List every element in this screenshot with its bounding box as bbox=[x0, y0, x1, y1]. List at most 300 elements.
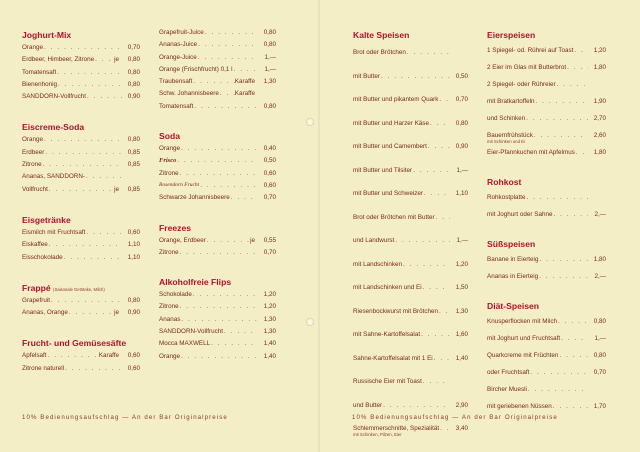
section-heading: Eisgetränke bbox=[22, 214, 71, 225]
menu-item bbox=[487, 116, 606, 133]
dot-leader bbox=[180, 317, 258, 323]
dot-leader bbox=[47, 353, 99, 359]
item-price: 1,— bbox=[264, 53, 276, 61]
item-price: 0,60 bbox=[127, 228, 140, 236]
menu-section bbox=[487, 301, 606, 421]
item-unit: Karaffe bbox=[234, 90, 255, 98]
item-price: 0,80 bbox=[127, 68, 140, 76]
item-name: und Butter bbox=[353, 401, 383, 409]
item-price: 1,30 bbox=[263, 328, 276, 336]
item-unit: je bbox=[114, 56, 119, 64]
menu-item bbox=[353, 238, 468, 262]
item-price: 0,80 bbox=[263, 29, 276, 36]
dot-leader bbox=[427, 144, 450, 150]
menu-section bbox=[22, 122, 140, 198]
menu-item bbox=[22, 137, 140, 149]
dot-leader bbox=[529, 370, 588, 376]
item-price: 1,30 bbox=[263, 78, 276, 86]
item-name: Ananas, SANDDORN- bbox=[22, 173, 85, 181]
item-price: 1,70 bbox=[593, 403, 606, 410]
dot-leader bbox=[179, 171, 258, 177]
section-note: (Saisonale Getränke, Milch) bbox=[53, 286, 105, 292]
menu-item bbox=[159, 91, 276, 103]
dot-leader bbox=[44, 150, 122, 156]
dot-leader bbox=[57, 82, 122, 88]
item-name: Grapefruit-Juice bbox=[159, 29, 204, 36]
section-heading: Kalte Speisen bbox=[353, 30, 410, 40]
item-name: Brot oder Brötchen bbox=[353, 49, 406, 56]
dot-leader bbox=[538, 274, 588, 280]
menu-item bbox=[22, 353, 140, 365]
dot-leader bbox=[176, 158, 258, 164]
item-price: 0,85 bbox=[127, 185, 140, 193]
dot-leader bbox=[526, 195, 588, 201]
item-name: Orange (Frischfrucht) 0,1 l bbox=[159, 65, 233, 73]
item-unit: Karaffe bbox=[98, 352, 119, 360]
menu-item bbox=[487, 48, 606, 65]
section-heading: Rohkost bbox=[487, 177, 522, 187]
menu-item bbox=[22, 310, 140, 322]
dot-leader bbox=[63, 255, 122, 261]
left-page-column-1 bbox=[22, 30, 140, 378]
item-price: 0,70 bbox=[127, 44, 140, 51]
menu-item bbox=[22, 187, 140, 199]
item-name: Erdbeer bbox=[22, 148, 45, 156]
item-name: Schwarze Johannisbeere bbox=[159, 194, 230, 202]
dot-leader bbox=[394, 238, 450, 244]
item-name: Erdbeer, Himbeer, Zitrone bbox=[22, 56, 95, 64]
dot-leader bbox=[197, 55, 258, 61]
item-name: Knusperflocken mit Milch bbox=[487, 318, 557, 325]
dot-leader bbox=[552, 404, 588, 410]
dot-leader bbox=[527, 387, 588, 393]
menu-section bbox=[487, 239, 606, 291]
item-price: 1,40 bbox=[263, 340, 276, 348]
dot-leader bbox=[192, 79, 234, 85]
item-name: Zitrone bbox=[159, 248, 179, 256]
item-price: 0,85 bbox=[127, 161, 140, 169]
left-page-footer: 10% Bedienungsaufschlag — An der Bar Originalpreise bbox=[22, 414, 228, 421]
item-price: 1,40 bbox=[263, 352, 276, 360]
dot-leader bbox=[438, 97, 450, 103]
dot-leader bbox=[86, 94, 122, 100]
item-unit: je bbox=[114, 185, 119, 193]
dot-leader bbox=[223, 329, 258, 335]
dot-leader bbox=[412, 168, 450, 174]
item-price: 0,60 bbox=[263, 181, 276, 189]
dot-leader bbox=[204, 30, 258, 36]
menu-item bbox=[353, 332, 468, 356]
dot-leader bbox=[230, 195, 258, 201]
item-price: 1,50 bbox=[455, 284, 468, 291]
item-name: oder Fruchtsaft bbox=[487, 369, 530, 376]
section-heading: Freezes bbox=[159, 222, 192, 233]
menu-item bbox=[159, 250, 276, 262]
section-heading: Frappé (Saisonale Getränke, Milch) bbox=[22, 282, 105, 293]
item-price: 1,20 bbox=[263, 291, 276, 299]
menu-item bbox=[159, 42, 276, 54]
right-page-column-2 bbox=[487, 30, 606, 431]
menu-item bbox=[353, 379, 468, 403]
menu-item bbox=[22, 366, 140, 378]
item-name: Orange bbox=[159, 145, 181, 153]
item-name: 2 Spiegel- oder Rühreier bbox=[487, 81, 556, 88]
item-price: 2,— bbox=[594, 273, 606, 280]
menu-section bbox=[22, 215, 140, 267]
dot-leader bbox=[538, 257, 588, 263]
menu-section bbox=[159, 223, 276, 263]
page-fold bbox=[318, 0, 320, 452]
item-price: 1,30 bbox=[455, 307, 468, 315]
item-name: und Landwurst bbox=[353, 237, 395, 244]
menu-item bbox=[353, 144, 468, 168]
menu-item bbox=[353, 74, 468, 98]
item-price: 1,80 bbox=[593, 256, 606, 263]
dot-leader bbox=[85, 174, 122, 180]
dot-leader bbox=[210, 341, 258, 347]
item-unit: je bbox=[114, 309, 119, 317]
item-price: 0,50 bbox=[455, 72, 468, 80]
menu-item bbox=[487, 195, 606, 212]
dot-leader bbox=[179, 304, 258, 310]
item-price: 0,90 bbox=[127, 309, 140, 317]
dot-leader bbox=[560, 336, 588, 342]
dot-leader bbox=[406, 50, 450, 56]
item-price: 1,80 bbox=[593, 149, 606, 156]
item-name: Ananas in Eierteig bbox=[487, 273, 539, 280]
punch-hole bbox=[306, 318, 314, 326]
dot-leader bbox=[48, 242, 122, 248]
menu-section bbox=[159, 30, 276, 116]
item-name: Zitrone naturell bbox=[22, 364, 64, 372]
dot-leader bbox=[402, 262, 450, 268]
dot-leader bbox=[438, 309, 450, 315]
item-price: 0,60 bbox=[127, 364, 140, 372]
item-price: 0,60 bbox=[127, 352, 140, 360]
item-price: 0,55 bbox=[263, 236, 276, 244]
item-price: 1,30 bbox=[263, 315, 276, 323]
dot-leader bbox=[556, 82, 588, 88]
item-price: 0,70 bbox=[263, 248, 276, 256]
item-name: Vollfrucht bbox=[22, 185, 48, 193]
item-name: Quarkcreme mit Früchten bbox=[487, 352, 559, 359]
item-name: mit Butter und Camembert bbox=[353, 143, 427, 150]
menu-item bbox=[487, 257, 606, 274]
item-name: mit Landschinken bbox=[353, 260, 403, 268]
dot-leader bbox=[43, 45, 122, 51]
section-heading: Soda bbox=[159, 131, 181, 142]
item-unit: Karaffe bbox=[234, 78, 255, 86]
dot-leader bbox=[197, 42, 258, 48]
section-heading: Alkoholfreie Flips bbox=[159, 277, 232, 288]
item-price: 0,80 bbox=[593, 318, 606, 325]
dot-leader bbox=[534, 99, 588, 105]
section-heading: Süßspeisen bbox=[487, 239, 536, 249]
dot-leader bbox=[179, 250, 258, 256]
dot-leader bbox=[566, 65, 588, 71]
item-name: Bircher Muesli bbox=[487, 386, 527, 393]
item-price: 2,60 bbox=[593, 132, 606, 139]
menu-item bbox=[487, 133, 606, 150]
item-price: 2,90 bbox=[455, 401, 468, 409]
item-name: Banane in Eierteig bbox=[487, 256, 539, 263]
item-price: 1,10 bbox=[455, 190, 468, 197]
dot-leader bbox=[433, 356, 450, 362]
item-name: mit Bratkartoffeln bbox=[487, 98, 535, 105]
item-price: 3,40 bbox=[455, 425, 468, 432]
menu-item bbox=[353, 50, 468, 74]
item-name: Traubensaft bbox=[159, 78, 193, 86]
item-name: Riesenbockwurst mit Brötchen bbox=[353, 307, 439, 315]
item-name: Eiskaffee bbox=[22, 241, 48, 249]
menu-item bbox=[353, 191, 468, 215]
item-name: Orange-Juice bbox=[159, 53, 197, 61]
item-price: 1,— bbox=[456, 237, 468, 244]
menu-item bbox=[487, 82, 606, 99]
item-name: Schw. Johannisbeere bbox=[159, 90, 219, 98]
item-name: Sahne-Kartoffelsalat mit 1 Ei bbox=[353, 354, 433, 362]
dot-leader bbox=[180, 354, 258, 360]
dot-leader bbox=[233, 67, 259, 73]
dot-leader bbox=[439, 426, 450, 432]
dot-leader bbox=[68, 310, 114, 316]
item-name: mit Butter und Tilsiter bbox=[353, 166, 413, 174]
item-name: Rohkostplatte bbox=[487, 194, 526, 201]
item-price: 0,90 bbox=[127, 93, 140, 101]
dot-leader bbox=[380, 74, 450, 80]
item-name: Eismilch mit Fruchtsaft bbox=[22, 228, 86, 236]
menu-section bbox=[487, 177, 606, 229]
dot-leader bbox=[64, 366, 122, 372]
item-price: 0,80 bbox=[455, 119, 468, 127]
dot-leader bbox=[193, 104, 258, 110]
menu-item bbox=[22, 94, 140, 106]
item-name: Zitrone bbox=[159, 303, 179, 311]
item-name: Frisco bbox=[159, 157, 177, 165]
item-price: 1,— bbox=[456, 166, 468, 174]
dot-leader bbox=[42, 162, 122, 168]
menu-item bbox=[159, 104, 276, 116]
item-name: Orange bbox=[22, 136, 44, 144]
item-price: 1,— bbox=[594, 335, 606, 342]
item-name: Tomatensaft bbox=[22, 68, 57, 76]
section-heading: Frucht- und Gemüsesäfte bbox=[22, 338, 127, 349]
dot-leader bbox=[525, 116, 588, 122]
dot-leader bbox=[56, 70, 122, 76]
item-name: Orange, Erdbeer bbox=[159, 236, 206, 244]
item-name: und Schinken bbox=[487, 115, 526, 122]
item-price: 2,— bbox=[594, 211, 606, 218]
menu-item bbox=[22, 174, 140, 186]
item-name: Zitrone bbox=[159, 169, 179, 177]
item-name: Ananas bbox=[159, 315, 181, 323]
menu-item bbox=[487, 319, 606, 336]
menu-item bbox=[487, 387, 606, 404]
menu-item bbox=[353, 168, 468, 192]
menu-section bbox=[159, 131, 276, 207]
menu-item bbox=[487, 370, 606, 387]
section-heading: Eiscreme-Soda bbox=[22, 122, 85, 133]
item-name: Bienenhonig bbox=[22, 80, 58, 88]
dot-leader bbox=[206, 238, 250, 244]
item-name: mit Butter und Harzer Käse bbox=[353, 119, 429, 127]
menu-section bbox=[22, 338, 140, 378]
dot-leader bbox=[558, 353, 588, 359]
section-heading: Eierspeisen bbox=[487, 30, 536, 40]
dot-leader bbox=[422, 379, 450, 385]
menu-item bbox=[487, 336, 606, 353]
dot-leader bbox=[423, 191, 450, 197]
item-name: SANDDORN-Vollfrucht bbox=[22, 93, 87, 101]
item-name: SANDDORN-Vollfrucht bbox=[159, 328, 224, 336]
menu-section bbox=[22, 30, 140, 106]
item-price: 0,50 bbox=[263, 157, 276, 165]
item-price: 0,40 bbox=[263, 145, 276, 153]
item-price: 1,40 bbox=[455, 354, 468, 362]
item-price: 0,70 bbox=[593, 369, 606, 376]
menu-section bbox=[22, 283, 140, 323]
item-unit: je bbox=[250, 236, 255, 244]
item-name: Ananas, Orange bbox=[22, 309, 68, 317]
item-name: Ananas-Juice bbox=[159, 41, 198, 49]
item-name: Schlemmerschnitte, Spezialität mit Schinken, Pilzen, Eier bbox=[353, 425, 440, 438]
item-price: 0,80 bbox=[127, 56, 140, 64]
item-name: Eier-Pfannkuchen mit Apfelmus bbox=[487, 149, 575, 156]
right-page-column-1 bbox=[353, 30, 468, 450]
item-name: mit Butter und pikantem Quark bbox=[353, 96, 439, 103]
menu-item bbox=[159, 195, 276, 207]
item-name: Grapefruit bbox=[22, 296, 50, 304]
item-name: mit Landschinken und Ei bbox=[353, 284, 422, 291]
menu-item bbox=[353, 309, 468, 333]
menu-item bbox=[353, 97, 468, 121]
item-price: 0,70 bbox=[455, 96, 468, 103]
dot-leader bbox=[420, 332, 450, 338]
item-price: 0,80 bbox=[593, 352, 606, 359]
item-name: Mocca MAXWELL bbox=[159, 340, 211, 348]
menu-item bbox=[487, 99, 606, 116]
menu-item bbox=[159, 238, 276, 250]
dot-leader bbox=[43, 137, 122, 143]
item-subtext: mit Schinken, Pilzen, Eier bbox=[353, 432, 402, 438]
item-price: 0,90 bbox=[455, 143, 468, 150]
dot-leader bbox=[552, 212, 588, 218]
dot-leader bbox=[50, 298, 122, 304]
dot-leader bbox=[382, 403, 450, 409]
item-name: Schokolade bbox=[159, 291, 192, 299]
menu-item bbox=[353, 215, 468, 239]
menu-item bbox=[487, 212, 606, 229]
menu-item bbox=[353, 285, 468, 309]
item-name: Orange bbox=[22, 44, 44, 51]
dot-leader bbox=[94, 57, 114, 63]
item-price: 0,80 bbox=[127, 296, 140, 304]
dot-leader bbox=[573, 48, 588, 54]
menu-item bbox=[487, 65, 606, 82]
menu-item bbox=[159, 146, 276, 158]
item-name: mit Joghurt und Fruchtsaft bbox=[487, 335, 561, 342]
item-name: mit Butter bbox=[353, 72, 380, 80]
item-name: Tomatensaft bbox=[159, 102, 194, 110]
menu-item bbox=[22, 242, 140, 254]
menu-item bbox=[353, 121, 468, 145]
item-price: 1,90 bbox=[593, 98, 606, 105]
dot-leader bbox=[180, 146, 258, 152]
menu-item bbox=[353, 262, 468, 286]
item-name: Zitrone bbox=[22, 161, 42, 169]
menu-section bbox=[159, 277, 276, 366]
item-name: Russische Eier mit Toast bbox=[353, 378, 422, 385]
menu-item bbox=[159, 158, 276, 170]
menu-item bbox=[159, 304, 276, 316]
item-name: Brot oder Brötchen mit Butter bbox=[353, 213, 435, 221]
item-price: 1,60 bbox=[455, 331, 468, 338]
item-price: 1,20 bbox=[455, 260, 468, 268]
menu-item bbox=[353, 426, 468, 450]
item-price: 0,80 bbox=[263, 41, 276, 49]
dot-leader bbox=[533, 133, 588, 139]
left-page-column-2 bbox=[159, 30, 276, 366]
section-heading: Diät-Speisen bbox=[487, 301, 540, 311]
menu-item bbox=[487, 150, 606, 167]
item-price: 1,— bbox=[264, 65, 276, 73]
item-price: 1,10 bbox=[127, 253, 140, 261]
dot-leader bbox=[429, 121, 450, 127]
menu-item bbox=[353, 356, 468, 380]
item-name: Bauernfrühstück mit Schinken und Ei bbox=[487, 132, 533, 145]
item-price: 0,70 bbox=[263, 194, 276, 202]
menu-item bbox=[22, 255, 140, 267]
item-price: 0,80 bbox=[263, 102, 276, 110]
item-name: mit Butter und Schweizer bbox=[353, 190, 423, 197]
dot-leader bbox=[435, 215, 450, 221]
item-name: 2 Eier im Glas mit Butterbrot bbox=[487, 64, 567, 71]
item-name: mit Joghurt oder Sahne bbox=[487, 211, 553, 218]
item-price: 0,60 bbox=[263, 169, 276, 177]
menu-item bbox=[159, 354, 276, 366]
dot-leader bbox=[85, 230, 122, 236]
dot-leader bbox=[199, 183, 258, 189]
item-price: 1,80 bbox=[593, 64, 606, 71]
section-heading: Joghurt-Mix bbox=[22, 30, 72, 40]
dot-leader bbox=[219, 91, 235, 97]
item-name: Rosendorn Frucht bbox=[159, 181, 200, 188]
right-page-footer: 10% Bedienungsaufschlag — An der Bar Originalpreise bbox=[352, 414, 558, 421]
dot-leader bbox=[192, 292, 258, 298]
item-price: 1,20 bbox=[263, 303, 276, 311]
item-name: Apfelsaft bbox=[22, 352, 47, 360]
item-name: Orange bbox=[159, 352, 181, 360]
punch-hole bbox=[306, 118, 314, 126]
item-price: 1,10 bbox=[127, 241, 140, 249]
item-price: 1,20 bbox=[593, 47, 606, 54]
menu-item bbox=[487, 274, 606, 291]
item-price: 0,80 bbox=[127, 80, 140, 88]
item-name: 1 Spiegel- od. Rührei auf Toast bbox=[487, 47, 574, 54]
item-price: 0,85 bbox=[127, 148, 140, 156]
item-price: 2,70 bbox=[593, 115, 606, 122]
dot-leader bbox=[48, 187, 114, 193]
item-price: 0,80 bbox=[127, 136, 140, 144]
dot-leader bbox=[557, 319, 588, 325]
item-name: mit geriebenen Nüssen bbox=[487, 403, 552, 410]
item-subtext: mit Schinken und Ei bbox=[487, 139, 525, 145]
item-name: mit Sahne-Kartoffelsalat bbox=[353, 331, 421, 338]
dot-leader bbox=[422, 285, 450, 291]
menu-item bbox=[159, 341, 276, 353]
item-name: Eisschokolade bbox=[22, 253, 63, 261]
menu-section bbox=[487, 30, 606, 167]
